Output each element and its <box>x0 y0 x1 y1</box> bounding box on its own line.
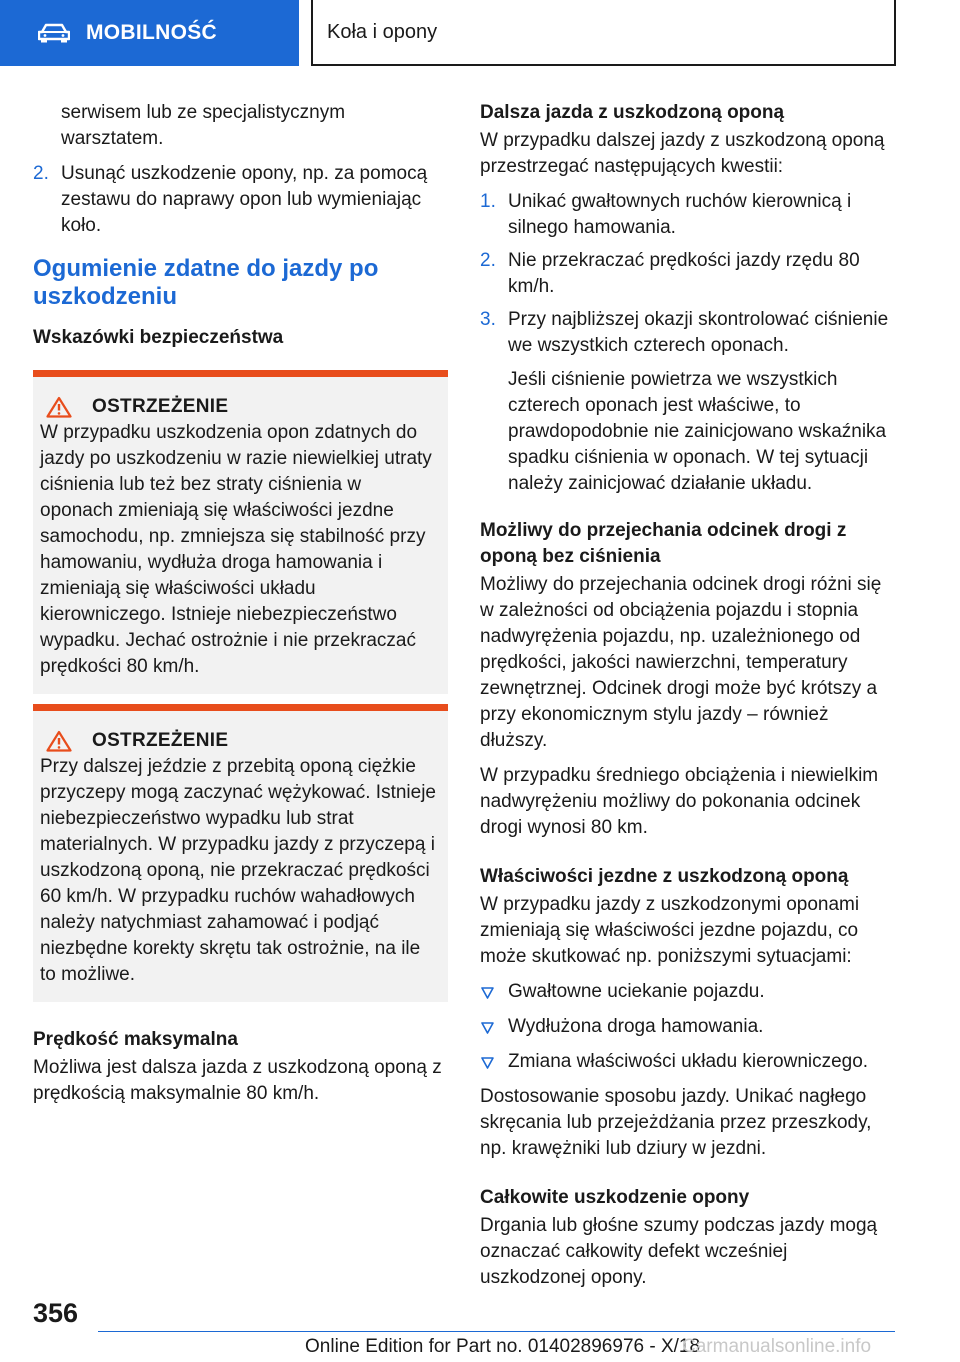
list-continuation: serwisem lub ze specjalistycznym warsztatem. <box>61 102 346 149</box>
bullet-text: Zmiana właściwości układu kierowniczego. <box>508 1051 869 1072</box>
warning-box <box>33 704 448 1002</box>
triangle-bullet-icon <box>481 1022 494 1034</box>
step-number: 2. <box>480 250 496 271</box>
warning-box <box>33 370 448 694</box>
bullet-list <box>480 979 898 1075</box>
car-icon <box>38 23 70 43</box>
paragraph: W przypadku dalszej jazdy z uszkodzoną oponą przestrzegać następujących kwestii: <box>480 130 885 177</box>
bullet-text: Wydłużona droga hamowania. <box>508 1016 764 1037</box>
list-item <box>33 161 448 239</box>
section-tab[interactable] <box>0 0 299 66</box>
section-title: Ogumienie zdatne do jazdy po uszkodzeniu <box>33 255 379 310</box>
paragraph: W przypadku średniego obciążenia i niewielkim nadwyrężeniu możliwy do pokonania odcinek drogi wynosi 80 km. <box>480 765 879 838</box>
step-subtext: Jeśli ciśnienie powietrza we wszystkich czterech oponach jest właściwe, to prawdopodobnie nie zainicjowano wskaźnika spadku ciśnienia w oponach. W tej sytuacji należy zainicjować działanie układu. <box>508 369 887 494</box>
list-item <box>480 1049 898 1075</box>
edition-text: Online Edition for Part no. 01402896976 - X/18 <box>305 1336 701 1357</box>
paragraph: W przypadku jazdy z uszkodzonymi oponami zmieniają się właściwości jezdne pojazdu, co może skutkować np. poniższymi sytuacjami: <box>480 894 860 967</box>
section-label: MOBILNOŚĆ <box>86 21 218 44</box>
heading-driving-properties: Właściwości jezdne z uszkodzoną oponą <box>480 866 849 887</box>
warning-triangle-icon <box>46 396 72 418</box>
step-text: Nie przekraczać prędkości jazdy rzędu 80 km/h. <box>508 250 860 297</box>
bullet-text: Gwałtowne uciekanie pojazdu. <box>508 981 765 1002</box>
watermark: Carmanualsonline.info <box>682 1336 872 1357</box>
triangle-bullet-icon <box>481 1057 494 1069</box>
list-item <box>480 1014 898 1040</box>
step-number: 2. <box>33 163 49 184</box>
warning-header <box>40 396 436 418</box>
chapter-label: Koła i opony <box>327 20 438 43</box>
step-number: 3. <box>480 309 496 330</box>
warning-header <box>40 730 436 752</box>
step-number: 1. <box>480 191 496 212</box>
steps-list-left <box>33 161 448 239</box>
max-speed-text: Możliwa jest dalsza jazda z uszkodzoną oponą z prędkością maksymalnie 80 km/h. <box>33 1057 442 1104</box>
step-text: Unikać gwałtownych ruchów kierownicą i silnego hamowania. <box>508 191 852 238</box>
heading-total-damage: Całkowite uszkodzenie opony <box>480 1187 750 1208</box>
right-column <box>480 100 898 1300</box>
warning-title: OSTRZEŻENIE <box>92 396 229 417</box>
paragraph: Możliwy do przejechania odcinek drogi różni się w zależności od obciążenia pojazdu i stopnia nadwyrężenia pojazdu, np. uzależnionego od prędkości, jakości nawierzchni, temperatury zewnętrznej. Odcinek drogi może być krótszy a przy ekonomicznym stylu jazdy – również dłuższy. <box>480 574 882 751</box>
page-number: 356 <box>33 1298 79 1328</box>
page-header <box>0 0 960 66</box>
triangle-bullet-icon <box>481 987 494 999</box>
warning-triangle-icon <box>46 730 72 752</box>
heading-flat-range: Możliwy do przejechania odcinek drogi z oponą bez ciśnienia <box>480 520 847 567</box>
step-text: Przy najbliższej okazji skontrolować ciśnienie we wszystkich czterech oponach. <box>508 309 889 356</box>
safety-heading: Wskazówki bezpieczeństwa <box>33 327 284 348</box>
list-item <box>480 248 898 300</box>
warning-title: OSTRZEŻENIE <box>92 730 229 751</box>
paragraph: Drgania lub głośne szumy podczas jazdy mogą oznaczać całkowity defekt wcześniej uszkodzonej opony. <box>480 1215 878 1288</box>
step-text: Usunąć uszkodzenie opony, np. za pomocą zestawu do naprawy opon lub wymieniając koło. <box>61 163 428 236</box>
list-item <box>480 307 898 497</box>
list-item <box>480 979 898 1005</box>
max-speed-heading: Prędkość maksymalna <box>33 1029 238 1050</box>
footer-divider <box>98 1331 895 1332</box>
warning-text: Przy dalszej jeździe z przebitą oponą ciężkie przyczepy mogą zaczynać wężykować. Istnieje niebezpieczeństwo wypadku lub strat materialnych. W przypadku jazdy z przyczepą i uszkodzoną oponą, nie przekraczać prędkości 60 km/h. W przypadku ruchów wahadłowych należy natychmiast zahamować i podjąć niezbędne korekty skrętu tak ostrożnie, na ile to możliwe. <box>40 756 436 985</box>
list-item <box>480 189 898 241</box>
chapter-tab[interactable] <box>311 0 896 66</box>
heading-further-driving: Dalsza jazda z uszkodzoną oponą <box>480 102 785 123</box>
steps-list-right <box>480 189 898 497</box>
paragraph: Dostosowanie sposobu jazdy. Unikać nagłego skręcania lub przejeżdżania przez przeszkody, np. krawężniki lub dziury w jezdni. <box>480 1086 872 1159</box>
left-column <box>33 100 448 1116</box>
warning-text: W przypadku uszkodzenia opon zdatnych do jazdy po uszkodzeniu w razie niewielkiej utraty ciśnienia lub też bez straty ciśnienia w oponach zmieniają się właściwości jezdne samochodu, np. zmniejsza się stabilność przy hamowaniu, wydłuża droga hamowania i zmieniają się właściwości układu kierowniczego. Istnieje niebezpieczeństwo wypadku. Jechać ostrożnie i nie przekraczać prędkości 80 km/h. <box>40 422 432 677</box>
